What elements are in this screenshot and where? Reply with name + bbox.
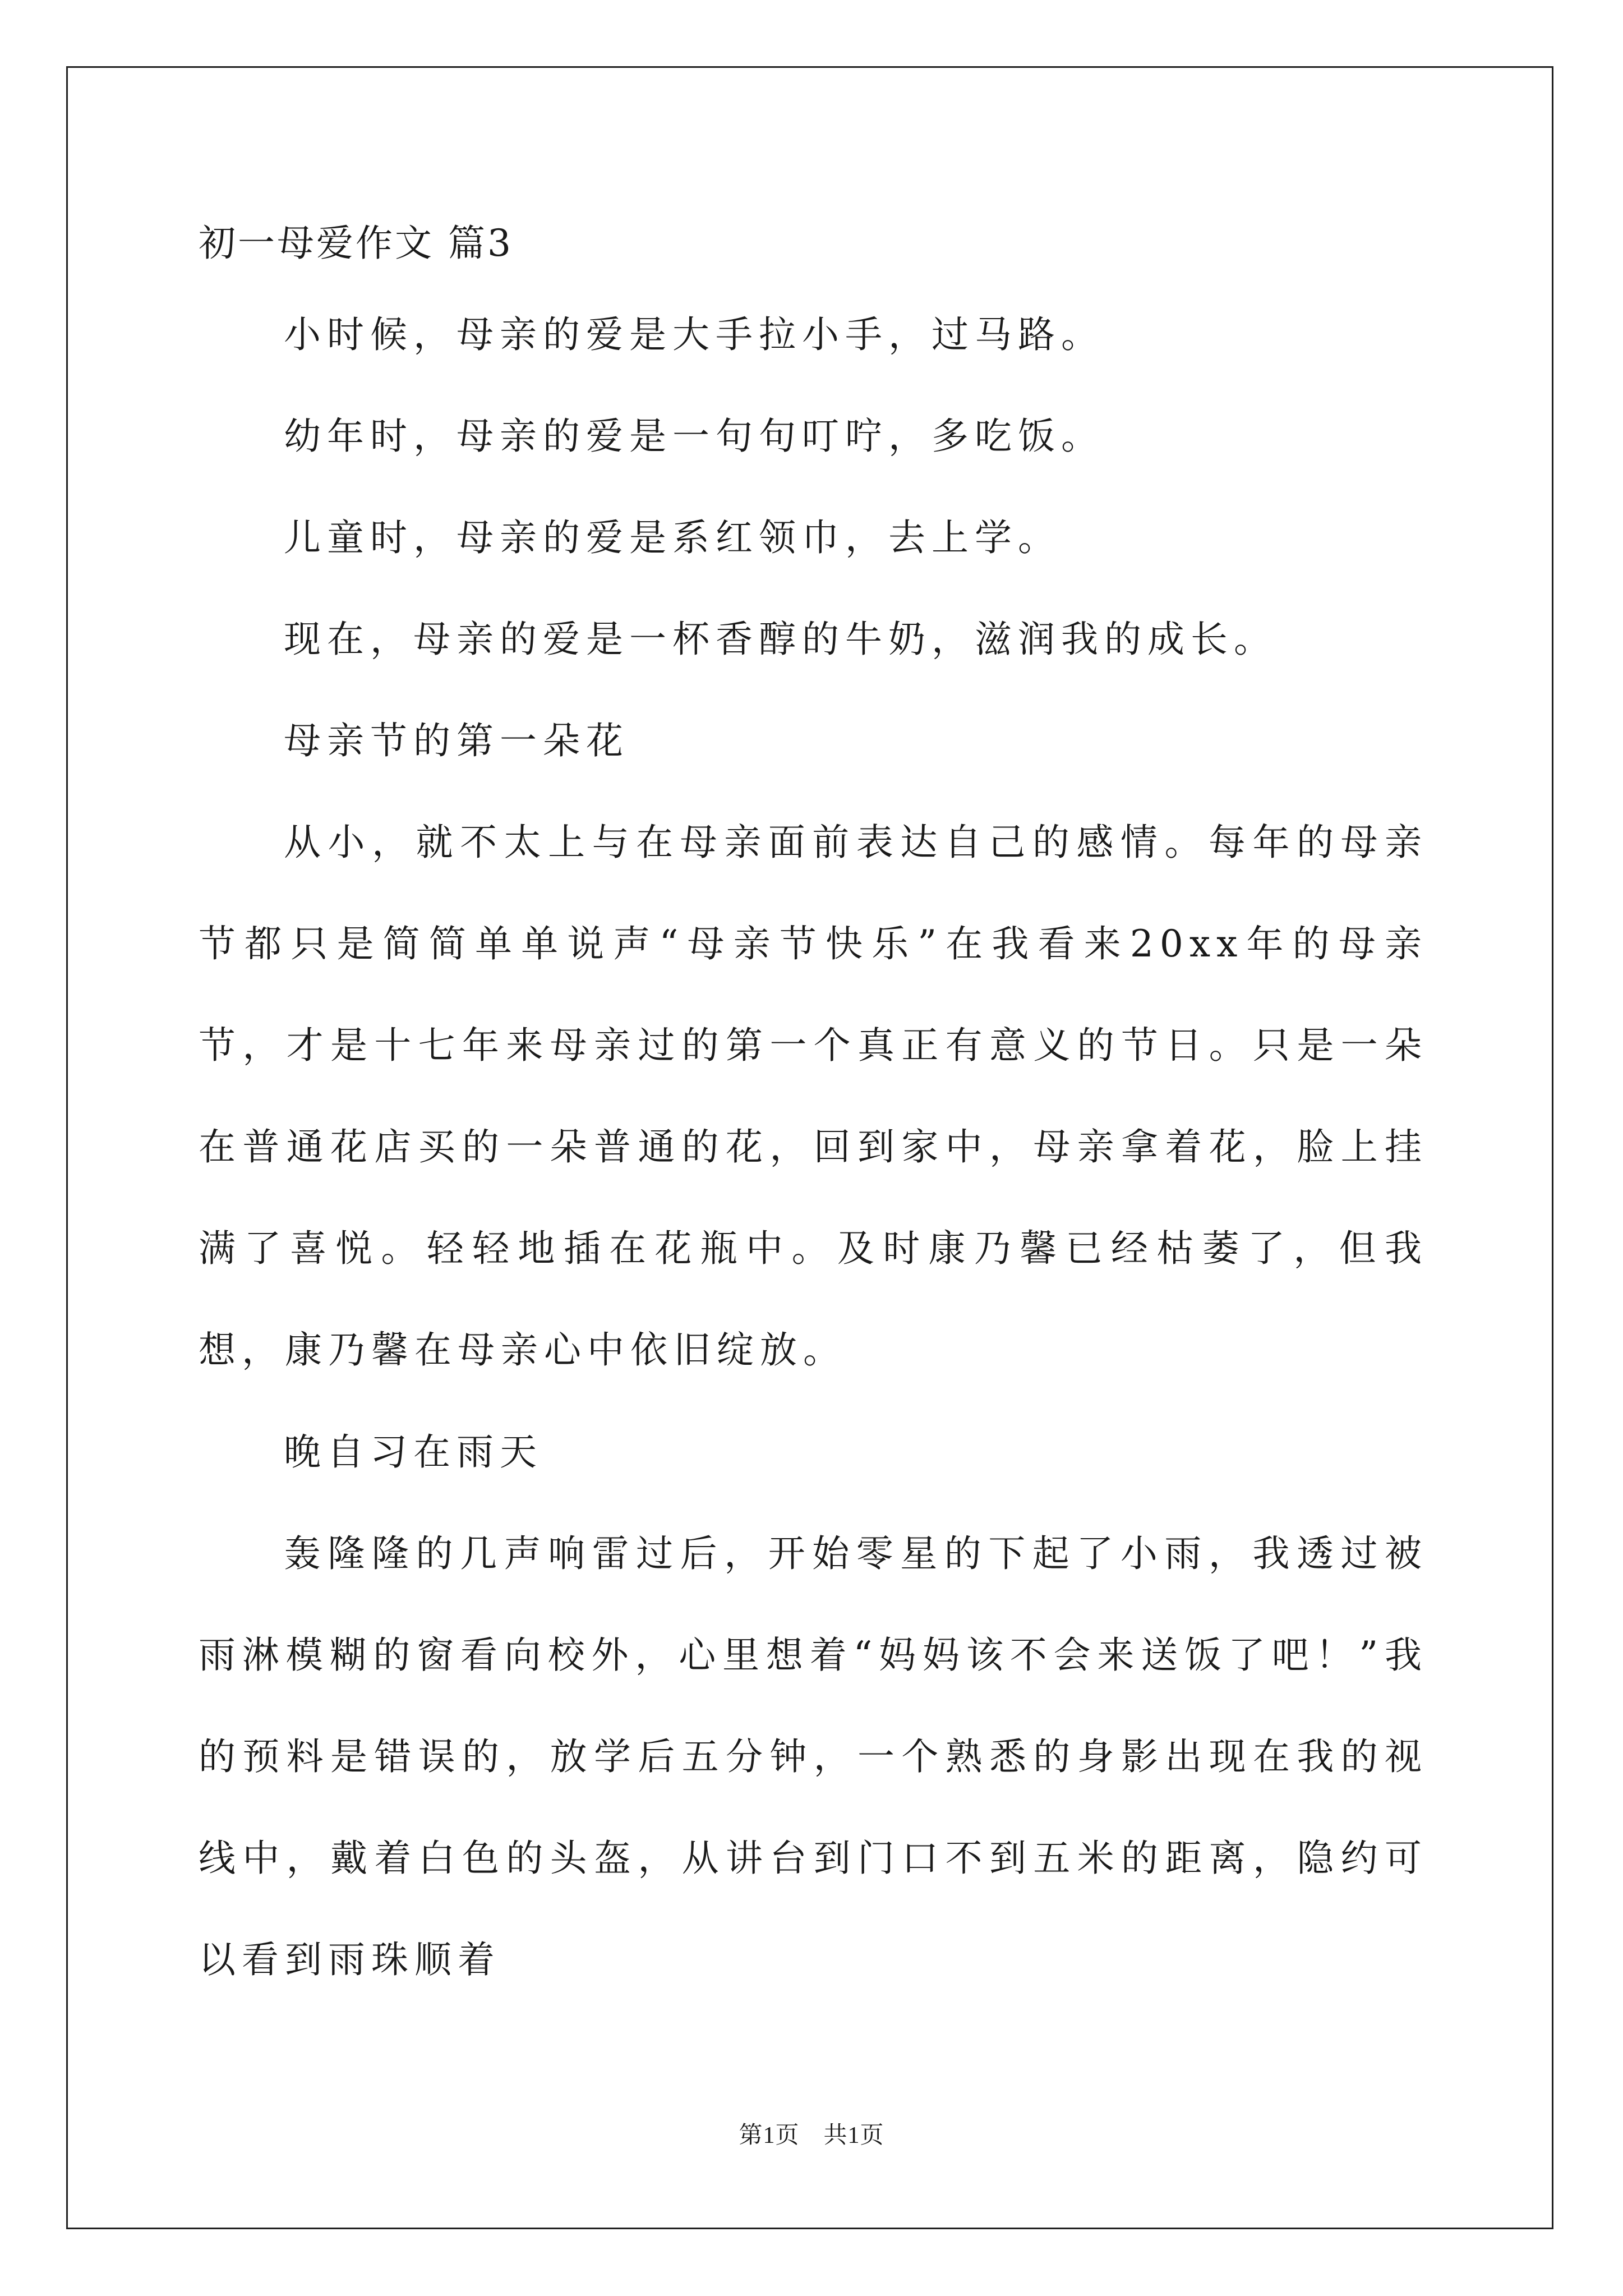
page-number: 第1页 共1页 xyxy=(739,2123,884,2148)
paragraph-first-flower: 从小，就不太上与在母亲面前表达自己的感情。每年的母亲节都只是简简单单说声“母亲节快乐”在我看来20xx年的母亲节，才是十七年来母亲过的第一个真正有意义的节日。只是一朵在普通花店买的一朵普通的花，回到家中，母亲拿着花，脸上挂满了喜悦。轻轻地插在花瓶中。及时康乃馨已经枯萎了，但我想，康乃馨在母亲心中依旧绽放。 xyxy=(199,821,1428,1372)
paragraph-4: 现在，母亲的爱是一杯香醇的牛奶，滋润我的成长。 xyxy=(284,618,1277,661)
section-heading-rainy-evening: 晚自习在雨天 xyxy=(284,1430,543,1474)
paragraph-2: 幼年时，母亲的爱是一句句叮咛，多吃饭。 xyxy=(284,415,1104,458)
paragraph-rainy-evening: 轰隆隆的几声响雷过后，开始零星的下起了小雨，我透过被雨淋模糊的窗看向校外，心里想着“妈妈该不会来送饭了吧！”我的预料是错误的，放学后五分钟，一个熟悉的身影出现在我的视线中，戴着白色的头盔，从讲台到门口不到五米的距离，隐约可以看到雨珠顺着 xyxy=(199,1532,1428,1981)
paragraph-3: 儿童时，母亲的爱是系红领巾，去上学。 xyxy=(284,516,1061,559)
document-title: 初一母爱作文 篇3 xyxy=(199,222,513,265)
section-heading-first-flower: 母亲节的第一朵花 xyxy=(284,719,629,762)
paragraph-1: 小时候，母亲的爱是大手拉小手，过马路。 xyxy=(284,313,1104,356)
